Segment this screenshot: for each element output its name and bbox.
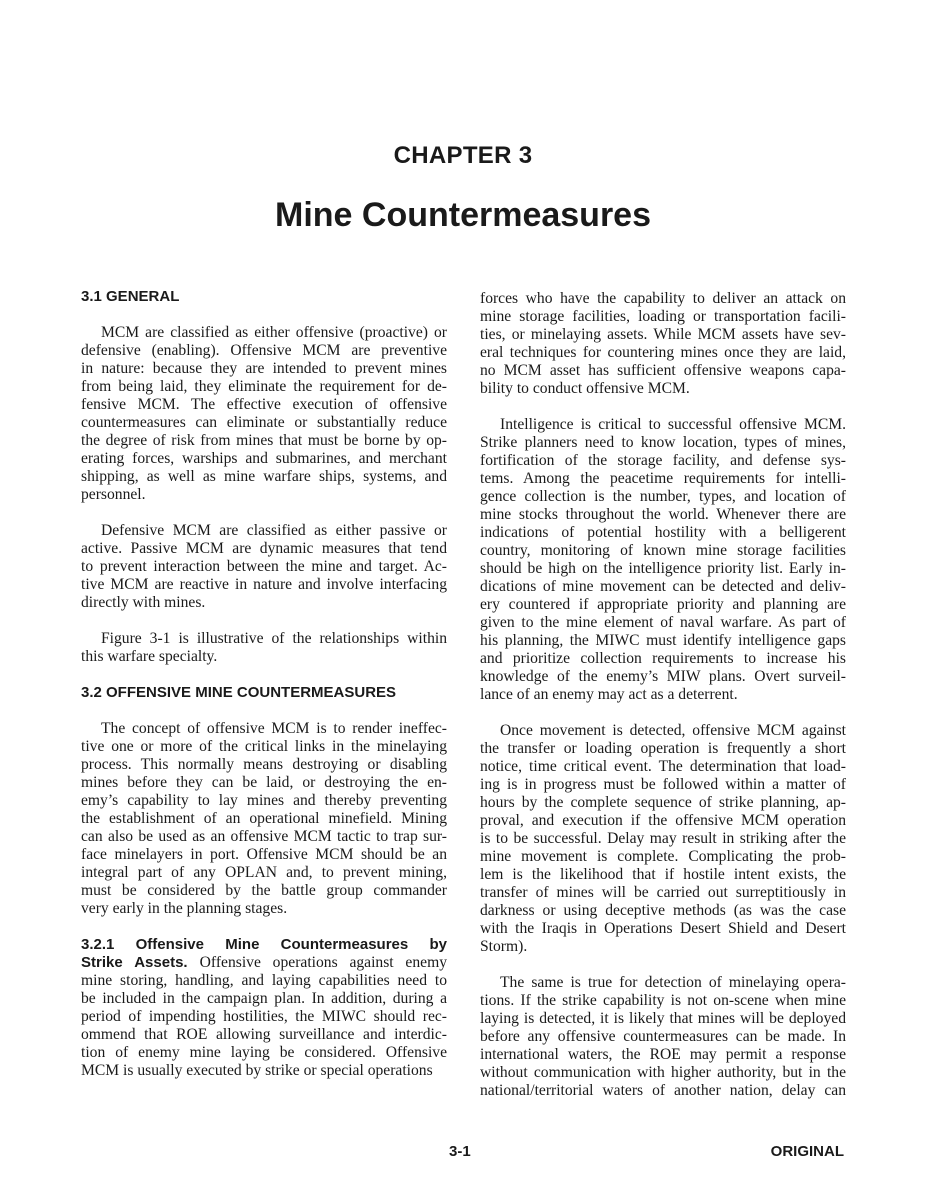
paragraph-line: can also be used as an offensive MCM tactic to trap sur-: [81, 828, 447, 845]
paragraph-line: tions. If the strike capability is not on-scene when mine: [480, 992, 846, 1009]
paragraph-line: be included in the campaign plan. In addition, during a: [81, 990, 447, 1007]
paragraph-line: MCM is usually executed by strike or special operations: [81, 1062, 433, 1079]
section-heading: 3.2 OFFENSIVE MINE COUNTERMEASURES: [81, 684, 397, 701]
paragraph-line: Defensive MCM are classified as either passive or: [101, 522, 447, 539]
chapter-label: CHAPTER 3: [393, 142, 533, 169]
paragraph-line: is to be successful. Delay may result in striking after the: [480, 830, 846, 847]
paragraph-line: integral part of any OPLAN and, to prevent mining,: [81, 864, 447, 881]
paragraph: [81, 324, 447, 504]
paragraph-line: given to the mine element of naval warfare. As part of: [480, 614, 846, 631]
paragraph-line: the transfer or loading operation is frequently a short: [480, 740, 846, 757]
paragraph-line: mine stocks throughout the world. Whenever there are: [480, 506, 846, 523]
paragraph-line: mine storing, handling, and laying capabilities need to: [81, 972, 447, 989]
paragraph-line: Offensive operations against enemy: [199, 954, 447, 971]
paragraph-line: ing is in progress must be followed within a matter of: [480, 776, 846, 793]
paragraph-line: lem is the likelihood that if hostile intent exists, the: [480, 866, 846, 883]
subsection-paragraph: [81, 936, 447, 1080]
paragraph-line: transfer of mines will be carried out surreptitiously in: [480, 884, 846, 901]
subsection-heading-line: Strike Assets.: [81, 954, 200, 971]
page-number: 3-1: [449, 1143, 471, 1160]
paragraph-line: proval, and execution if the offensive MCM operation: [480, 812, 846, 829]
paragraph: [480, 974, 846, 1100]
paragraph-line: tems. Among the peacetime requirements for intelli-: [480, 470, 846, 487]
paragraph: [480, 290, 846, 398]
paragraph-line: country, monitoring of known mine storage facilities: [480, 542, 846, 559]
paragraph-line: to prevent interaction between the mine and target. Ac-: [81, 558, 447, 575]
paragraph-line: fortification of the storage facility, and defense sys-: [480, 452, 846, 469]
paragraph-line: the degree of risk from mines that must be borne by op-: [81, 432, 447, 449]
paragraph-line: darkness or using deceptive methods (as was the case: [480, 902, 846, 919]
paragraph: [480, 722, 846, 956]
paragraph-line: ery countered if appropriate priority and planning are: [480, 596, 846, 613]
paragraph-line: forces who have the capability to deliver an attack on: [480, 290, 846, 307]
paragraph-line: mine storage facilities, loading or transportation facili-: [480, 308, 846, 325]
paragraph-line: his planning, the MIWC must identify intelligence gaps: [480, 632, 846, 649]
paragraph-line: notice, time critical event. The determination that load-: [480, 758, 846, 775]
subsection-heading-line: [81, 954, 447, 972]
paragraph: [480, 416, 846, 704]
right-column: [480, 290, 846, 1118]
paragraph-line: Once movement is detected, offensive MCM against: [500, 722, 846, 739]
paragraph-line: national/territorial waters of another nation, delay can: [480, 1082, 846, 1099]
paragraph-line: this warfare specialty.: [81, 648, 218, 665]
paragraph-line: shipping, as well as mine warfare ships, systems, and: [81, 468, 447, 485]
paragraph-line: gence collection is the number, types, and location of: [480, 488, 846, 505]
paragraph-line: eral techniques for countering mines once they are laid,: [480, 344, 846, 361]
paragraph-line: in nature: because they are intended to prevent mines: [81, 360, 447, 377]
left-column: [81, 288, 447, 1098]
paragraph-line: knowledge of the enemy’s MIW plans. Overt surveil-: [480, 668, 846, 685]
paragraph-line: no MCM asset has sufficient offensive weapons capa-: [480, 362, 846, 379]
paragraph-line: defensive (enabling). Offensive MCM are preventive: [81, 342, 447, 359]
paragraph-line: period of impending hostilities, the MIWC should rec-: [81, 1008, 447, 1025]
paragraph-line: tion of enemy mine laying be considered. Offensive: [81, 1044, 447, 1061]
subsection-heading-line: 3.2.1 Offensive Mine Countermeasures by: [81, 936, 447, 953]
paragraph-line: The same is true for detection of minelaying opera-: [500, 974, 846, 991]
paragraph-line: must be considered by the battle group commander: [81, 882, 447, 899]
paragraph-line: personnel.: [81, 486, 146, 503]
paragraph-line: erating forces, warships and submarines, and merchant: [81, 450, 447, 467]
paragraph-line: ommend that ROE allowing surveillance and interdic-: [81, 1026, 447, 1043]
paragraph-line: tive MCM are reactive in nature and involve interfacing: [81, 576, 447, 593]
paragraph-line: tive one or more of the critical links in the minelaying: [81, 738, 447, 755]
paragraph-line: lance of an enemy may act as a deterrent.: [480, 686, 738, 703]
paragraph-line: dications of mine movement can be detected and deliv-: [480, 578, 846, 595]
paragraph-line: from being laid, they eliminate the requirement for de-: [81, 378, 447, 395]
paragraph-line: and prioritize collection requirements to increase his: [480, 650, 846, 667]
paragraph-line: Figure 3-1 is illustrative of the relationships within: [101, 630, 447, 647]
paragraph-line: before any offensive countermeasures can be made. In: [480, 1028, 846, 1045]
paragraph-line: should be high on the intelligence priority list. Early in-: [480, 560, 846, 577]
paragraph-line: fensive MCM. The effective execution of offensive: [81, 396, 447, 413]
paragraph-line: indications of potential hostility with a belligerent: [480, 524, 846, 541]
document-status: ORIGINAL: [770, 1143, 844, 1160]
paragraph-line: Storm).: [480, 938, 528, 955]
paragraph-line: MCM are classified as either offensive (proactive) or: [101, 324, 447, 341]
chapter-title: Mine Countermeasures: [275, 196, 651, 234]
paragraph-line: emy’s capability to lay mines and thereby preventing: [81, 792, 447, 809]
paragraph-line: hours by the complete sequence of strike planning, ap-: [480, 794, 846, 811]
paragraph-line: countermeasures can eliminate or substantially reduce: [81, 414, 447, 431]
paragraph-line: directly with mines.: [81, 594, 206, 611]
paragraph-line: face minelayers in port. Offensive MCM should be an: [81, 846, 447, 863]
paragraph-line: bility to conduct offensive MCM.: [480, 380, 690, 397]
paragraph-line: mines before they can be laid, or destroying the en-: [81, 774, 447, 791]
paragraph-line: active. Passive MCM are dynamic measures that tend: [81, 540, 447, 557]
paragraph-line: with the Iraqis in Operations Desert Shield and Desert: [480, 920, 846, 937]
paragraph-line: international waters, the ROE may permit a response: [480, 1046, 846, 1063]
paragraph-line: without communication with higher authority, but in the: [480, 1064, 846, 1081]
paragraph-line: The concept of offensive MCM is to render ineffec-: [101, 720, 447, 737]
paragraph-line: Strike planners need to know location, types of mines,: [480, 434, 846, 451]
paragraph-line: ties, or minelaying assets. While MCM assets have sev-: [480, 326, 846, 343]
paragraph-line: very early in the planning stages.: [81, 900, 288, 917]
section-heading: 3.1 GENERAL: [81, 288, 180, 305]
paragraph-line: process. This normally means destroying or disabling: [81, 756, 447, 773]
paragraph-line: Intelligence is critical to successful offensive MCM.: [500, 416, 846, 433]
paragraph: [81, 720, 447, 918]
paragraph-line: laying is detected, it is likely that mines will be deployed: [480, 1010, 846, 1027]
paragraph: [81, 522, 447, 612]
paragraph-line: mine movement is complete. Complicating the prob-: [480, 848, 846, 865]
paragraph: [81, 630, 447, 666]
paragraph-line: the establishment of an operational minefield. Mining: [81, 810, 447, 827]
